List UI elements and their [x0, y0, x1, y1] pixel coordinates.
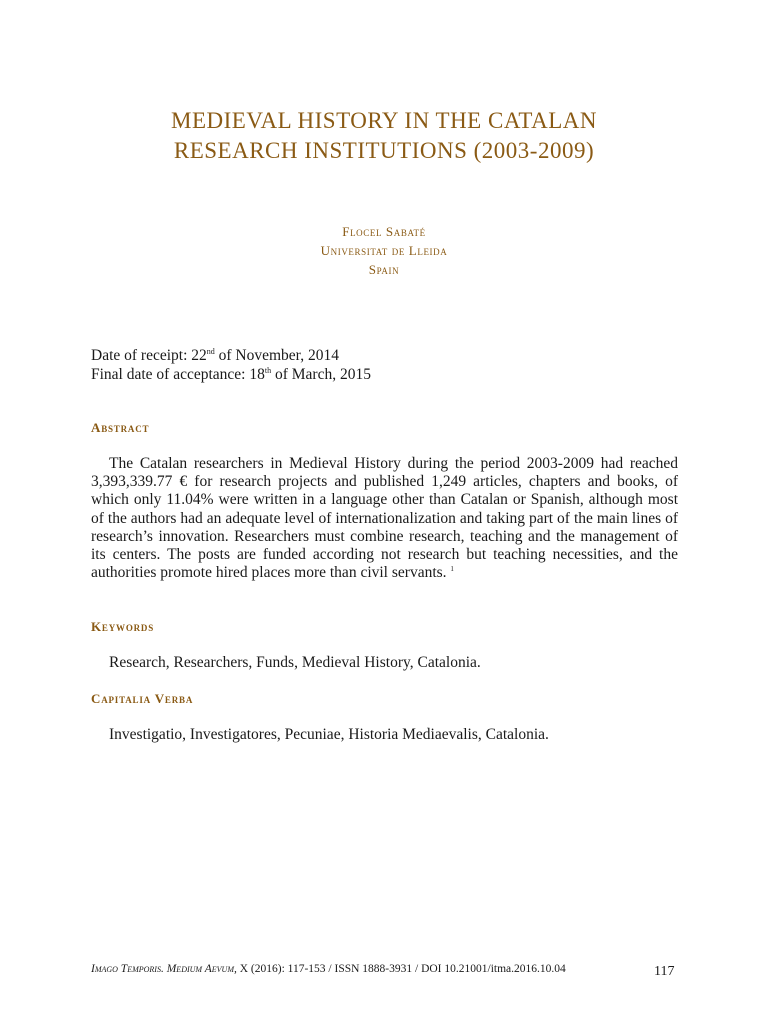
article-title — [0, 106, 768, 166]
acceptance-date-prefix: Final date of acceptance: 18 — [91, 366, 265, 383]
receipt-date — [91, 346, 691, 365]
capitalia-verba-heading: Capitalia Verba — [91, 691, 194, 706]
page-footer — [91, 963, 651, 975]
title-line-2: RESEARCH INSTITUTIONS (2003-2009) — [173, 138, 595, 163]
author-country: Spain — [368, 262, 400, 277]
journal-name: Imago Temporis. Medium Aevum, — [91, 963, 237, 975]
author-affiliation: Universitat de Lleida — [320, 243, 448, 258]
acceptance-date-suffix: of March, 2015 — [271, 366, 371, 383]
receipt-date-suffix: of November, 2014 — [214, 347, 339, 364]
capitalia-verba-text: Investigatio, Investigatores, Pecuniae, Historia Mediaevalis, Catalonia. — [109, 726, 549, 743]
keywords-text: Research, Researchers, Funds, Medieval History, Catalonia. — [109, 654, 481, 671]
abstract-body: The Catalan researchers in Medieval History during the period 2003-2009 had reached 3,393,339.77 € for research projects and published 1,249 articles, chapters and books, of which only 11.04% were written in a language other than Catalan or Spanish, although most of the authors had an adequate level of internationalization and taking part of the main lines of research’s innovation. Researchers must combine research, teaching and the management of its centers. The posts are funded according not research but teaching necessities, and the authorities promote hired places more than civil servants. — [91, 455, 678, 582]
page-number: 117 — [654, 964, 675, 979]
author-name: Flocel Sabaté — [342, 224, 426, 239]
title-line-1: MEDIEVAL HISTORY IN THE CATALAN — [171, 108, 597, 133]
acceptance-date — [91, 365, 691, 384]
abstract-footnote-mark[interactable]: 1 — [450, 565, 454, 574]
article-dates — [91, 346, 691, 384]
author-block — [0, 222, 768, 279]
keywords-heading: Keywords — [91, 619, 155, 634]
receipt-date-sup: nd — [206, 346, 215, 356]
acceptance-date-sup: th — [264, 365, 272, 375]
abstract-heading: Abstract — [91, 420, 150, 435]
abstract-text — [91, 455, 678, 582]
journal-details: X (2016): 117-153 / ISSN 1888-3931 / DOI 10.21001/itma.2016.10.04 — [236, 963, 566, 975]
receipt-date-prefix: Date of receipt: 22 — [91, 347, 207, 364]
